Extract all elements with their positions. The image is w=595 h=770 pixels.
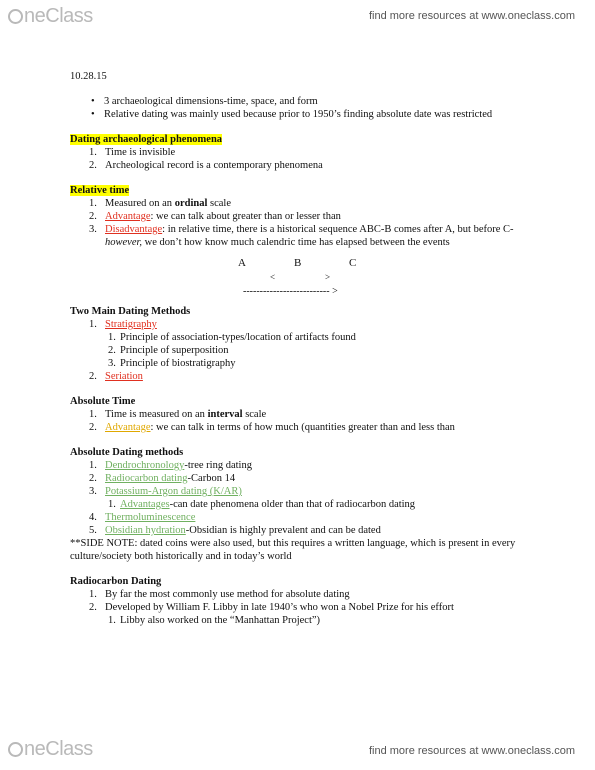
list-item: 1. By far the most commonly use method for absolute dating (89, 589, 350, 600)
advantages-link[interactable]: Advantages (120, 499, 170, 510)
disadvantage-link[interactable]: Disadvantage (105, 224, 163, 235)
section-dating-phenomena (70, 133, 540, 172)
section-relative-time (70, 184, 540, 299)
section-title: Relative time (70, 185, 130, 196)
seq-arrow-right: > (325, 272, 331, 282)
list-item: 1. Principle of association-types/location of artifacts found (108, 332, 356, 343)
section-title: Dating archaeological phenomena (70, 134, 223, 145)
seq-line: -------------------------- > (243, 286, 338, 297)
list-item: 5. Obsidian hydration-Obsidian is highly prevalent and can be dated (89, 525, 381, 536)
advantage-link[interactable]: Advantage (105, 211, 151, 222)
section-radiocarbon (70, 575, 540, 627)
logo-o-icon (8, 742, 23, 757)
list-item: 3. Principle of biostratigraphy (108, 358, 236, 369)
list-item: 2. Principle of superposition (108, 345, 229, 356)
intro-list (70, 95, 540, 121)
section-title: Radiocarbon Dating (70, 576, 162, 587)
logo-o-icon (8, 9, 23, 24)
radiocarbon-link[interactable]: Radiocarbon dating (105, 473, 188, 484)
potassium-argon-link[interactable]: Potassium-Argon dating (K/AR) (105, 486, 242, 497)
list-item: • 3 archaeological dimensions-time, space, and form (70, 95, 540, 108)
section-title: Two Main Dating Methods (70, 306, 191, 317)
list-item: 2. Radiocarbon dating-Carbon 14 (89, 473, 236, 484)
seq-label-a: A (238, 257, 246, 269)
list-item: 3. Disadvantage: in relative time, there is a historical sequence ABC-B comes after A, but before C-however, we don’t how know much calendric time has elapsed between the events (89, 224, 514, 248)
advantage-link[interactable]: Advantage (105, 422, 151, 433)
note-date: 10.28.15 (70, 71, 107, 82)
list-item: 1. Libby also worked on the “Manhattan Project”) (108, 615, 321, 626)
list-item: 2. Advantage: we can talk about greater than or lesser than (89, 211, 341, 222)
page-header (0, 0, 595, 30)
seriation-link[interactable]: Seriation (105, 371, 143, 382)
list-item: 1. Time is invisible (89, 147, 176, 158)
dendrochronology-link[interactable]: Dendrochronology (105, 460, 185, 471)
list-item: 4. Thermoluminescence (89, 512, 196, 523)
section-two-methods (70, 305, 540, 383)
oneclass-logo[interactable]: neClass (8, 738, 93, 761)
list-item: 1. Time is measured on an interval scale (89, 409, 267, 420)
list-item: 1. Measured on an ordinal scale (89, 198, 231, 209)
list-item: 1. Dendrochronology-tree ring dating (89, 460, 252, 471)
thermoluminescence-link[interactable]: Thermoluminescence (105, 512, 196, 523)
document-body (70, 70, 540, 627)
oneclass-logo[interactable]: neClass (8, 5, 93, 28)
page-footer (0, 738, 595, 768)
list-item: 2. Seriation (89, 371, 143, 382)
list-item: 1. Advantages-can date phenomena older than that of radiocarbon dating (108, 499, 416, 510)
list-item: • Relative dating was mainly used because prior to 1950’s finding absolute date was restricted (70, 108, 540, 121)
footer-tagline[interactable]: find more resources at www.oneclass.com (368, 745, 575, 757)
section-title: Absolute Dating methods (70, 447, 184, 458)
section-absolute-methods (70, 446, 540, 563)
list-item: 2. Archeological record is a contemporary phenomena (89, 160, 323, 171)
section-title: Absolute Time (70, 396, 136, 407)
list-item: 3. Potassium-Argon dating (K/AR) 1. Advantages-can date phenomena older than that of radiocarbon dating (70, 485, 540, 511)
side-note: **SIDE NOTE: dated coins were also used, but this requires a written language, which is present in every culture/society both historically and in today’s world (70, 538, 516, 562)
list-item: 2. Advantage: we can talk in terms of how much (quantities greater than and less than (89, 422, 455, 433)
list-item: 1. Stratigraphy 1. Principle of association-types/location of artifacts found 2. Principle of superposition 3. Principle of biostratigraphy (70, 318, 540, 370)
seq-label-b: B (294, 257, 302, 269)
seq-label-c: C (349, 257, 357, 269)
list-item: 2. Developed by William F. Libby in late 1940’s who won a Nobel Prize for his effort 1. Libby also worked on the “Manhattan Project”) (70, 601, 540, 627)
header-tagline[interactable]: find more resources at www.oneclass.com (368, 10, 575, 22)
obsidian-hydration-link[interactable]: Obsidian hydration (105, 525, 186, 536)
seq-arrow-left: < (270, 272, 276, 282)
section-absolute-time (70, 395, 540, 434)
sequence-diagram (70, 257, 540, 299)
stratigraphy-link[interactable]: Stratigraphy (105, 319, 157, 330)
